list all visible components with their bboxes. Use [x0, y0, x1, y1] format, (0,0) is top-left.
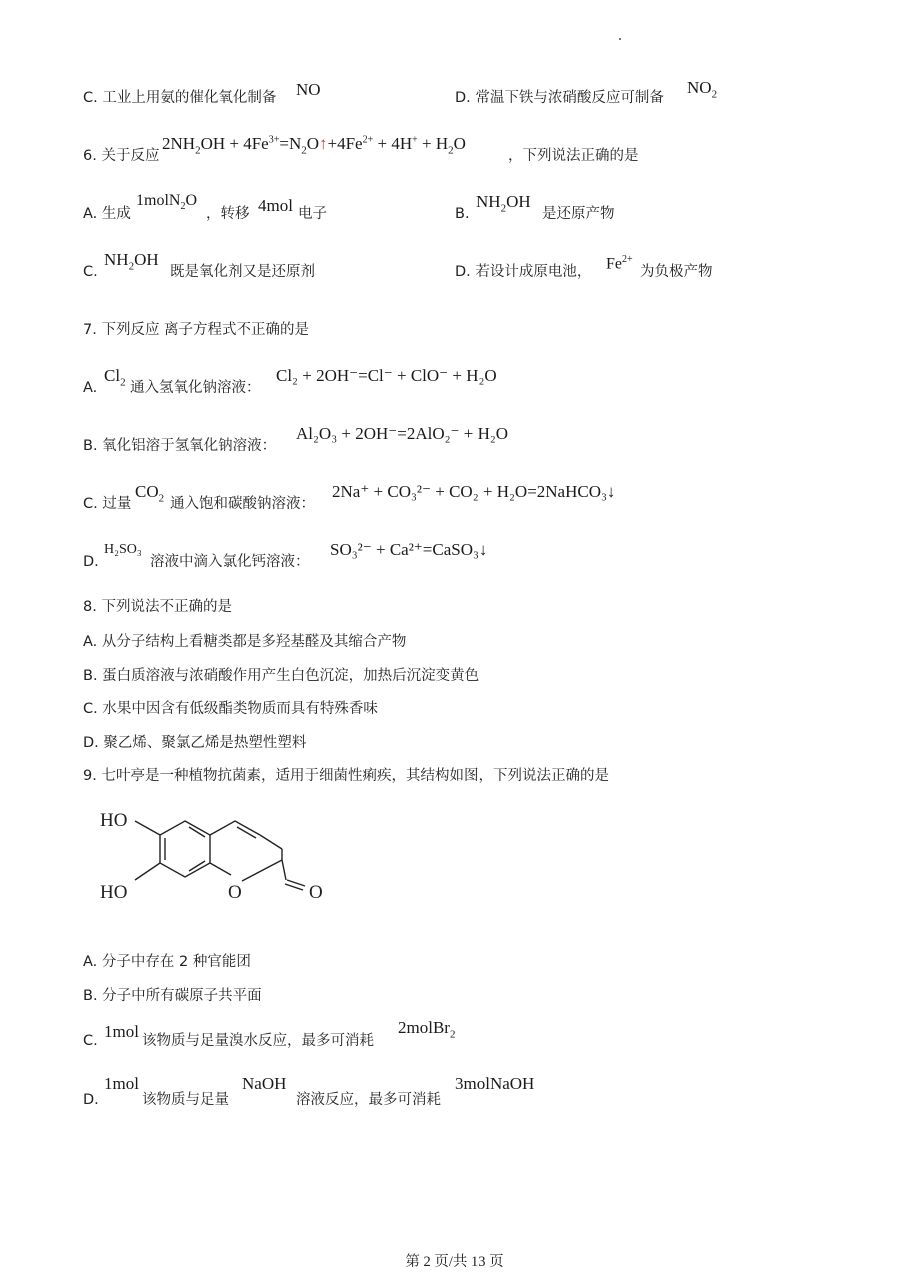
q9-option-c-formula1: 1mol [104, 1022, 139, 1041]
q9-option-a[interactable]: A. 分子中存在 2 种官能团 [83, 954, 251, 970]
q6-option-c-suffix: 既是氧化剂又是还原剂 [170, 264, 315, 280]
q7-option-c-reagent: $CO_2$ [135, 482, 165, 505]
q6-option-d[interactable] [455, 262, 591, 282]
q7-option-d-equation: SO₃²⁻ + Ca²⁺=CaSO₃↓ [330, 540, 488, 559]
page-number-footer: 第 2 页/共 13 页 [405, 1254, 504, 1270]
q9-option-c-prefix: C. [83, 1033, 98, 1049]
q7-option-c[interactable] [83, 494, 131, 514]
q5-option-d-formula: $NO_2$ [687, 78, 718, 101]
esculetin-structure [90, 800, 340, 910]
q7-option-a-desc: 通入氢氧化钠溶液： [130, 380, 261, 396]
q9-option-d-formula2: NaOH [242, 1074, 287, 1093]
q8-option-d[interactable]: D. 聚乙烯、聚氯乙烯是热塑性塑料 [83, 735, 307, 751]
q5-option-d-label: D. 常温下铁与浓硝酸反应可制备 [455, 90, 664, 106]
q6-stem-suffix: ，下列说法正确的是 [508, 148, 639, 164]
q6-option-a-mid: ，转移 [206, 206, 250, 222]
q9-option-d-formula3: 3molNaOH [455, 1074, 535, 1093]
q7-option-a[interactable] [83, 378, 97, 398]
q6-option-c[interactable] [83, 262, 98, 282]
q7-option-a-reagent: $Cl_2$ [104, 366, 126, 389]
q9-option-b[interactable]: B. 分子中所有碳原子共平面 [83, 988, 262, 1004]
q8-option-c[interactable]: C. 水果中因含有低级酯类物质而具有特殊香味 [83, 701, 378, 717]
q7-option-b-desc: B. 氧化铝溶于氢氧化钠溶液： [83, 438, 277, 454]
q9-option-d-mid: 该物质与足量 [142, 1092, 229, 1108]
q7-option-d-reagent: H₂SO₃ [104, 542, 142, 557]
q8-option-a[interactable]: A. 从分子结构上看糖类都是多羟基醛及其缩合产物 [83, 634, 407, 650]
q6-option-a-formula1: 1molN$_2$O [136, 192, 198, 213]
q6-stem-prefix: 6. 关于反应 [83, 148, 160, 164]
q5-option-c-label: C. 工业上用氨的催化氧化制备 [83, 90, 277, 106]
q7-option-d-prefix: D. [83, 554, 99, 570]
q9-option-c[interactable] [83, 1031, 98, 1051]
q7-option-c-desc: 通入饱和碳酸钠溶液： [170, 496, 315, 512]
ho-bottom-label: HO [100, 882, 128, 903]
q5-option-c-formula: NO [296, 80, 321, 99]
q7-option-d[interactable] [83, 552, 99, 572]
q6-option-a[interactable] [83, 204, 131, 224]
q9-option-c-formula2: 2molBr$_2$ [398, 1018, 456, 1041]
q7-option-c-equation: 2Na⁺ + CO₃²⁻ + CO₂ + H₂O=2NaHCO₃↓ [332, 482, 616, 501]
q7-option-d-desc: 溶液中滴入氯化钙溶液： [150, 554, 310, 570]
q6-option-c-prefix: C. [83, 264, 98, 280]
q6-option-d-formula: $Fe^{2+}$ [606, 254, 633, 273]
carbonyl-oxygen-label: O [309, 882, 323, 903]
q6-option-d-prefix: D. 若设计成原电池， [455, 264, 592, 280]
q7-option-a-prefix: A. [83, 380, 98, 396]
q6-option-a-suffix: 电子 [298, 206, 327, 222]
q6-reaction: $2NH_2OH$ + $4Fe^{3+}=N_2O↑+4Fe^{2+} + 4H^+ + H_2O$ [162, 134, 466, 157]
q8-option-b[interactable]: B. 蛋白质溶液与浓硝酸作用产生白色沉淀，加热后沉淀变黄色 [83, 668, 480, 684]
ring-oxygen-label: O [228, 882, 242, 903]
q6-option-d-suffix: 为负极产物 [640, 264, 713, 280]
q7-option-c-prefix: C. 过量 [83, 496, 132, 512]
q9-option-d-mid2: 溶液反应，最多可消耗 [296, 1092, 441, 1108]
q6-option-b-prefix: B. [455, 206, 470, 222]
q6-option-a-formula2: 4mol [258, 196, 293, 215]
q9-option-d-prefix: D. [83, 1092, 99, 1108]
q9-option-c-mid: 该物质与足量溴水反应，最多可消耗 [142, 1033, 374, 1049]
q7-option-b[interactable] [83, 436, 276, 456]
q5-option-d[interactable] [455, 88, 664, 108]
q6-option-b[interactable] [455, 204, 470, 224]
q7-option-a-equation: Cl₂ + 2OH⁻=Cl⁻ + ClO⁻ + H₂O [276, 366, 497, 385]
q7-option-b-equation: Al₂O₃ + 2OH⁻=2AlO₂⁻ + H₂O [296, 424, 509, 443]
q6-option-a-prefix: A. 生成 [83, 206, 131, 222]
q6-option-b-suffix: 是还原产物 [542, 206, 615, 222]
q7-stem: 7. 下列反应 离子方程式不正确的是 [83, 322, 310, 338]
q9-option-d[interactable] [83, 1090, 99, 1110]
ho-top-label: HO [100, 810, 128, 831]
q8-stem: 8. 下列说法不正确的是 [83, 599, 232, 615]
q9-option-d-formula1: 1mol [104, 1074, 139, 1093]
q9-stem: 9. 七叶亭是一种植物抗菌素，适用于细菌性痢疾，其结构如图，下列说法正确的是 [83, 768, 609, 784]
q6-option-b-formula: $NH_2OH$ [476, 192, 531, 215]
q6-option-c-formula: $NH_2OH$ [104, 250, 159, 273]
q5-option-c[interactable] [83, 88, 276, 108]
scan-dot [619, 38, 621, 40]
